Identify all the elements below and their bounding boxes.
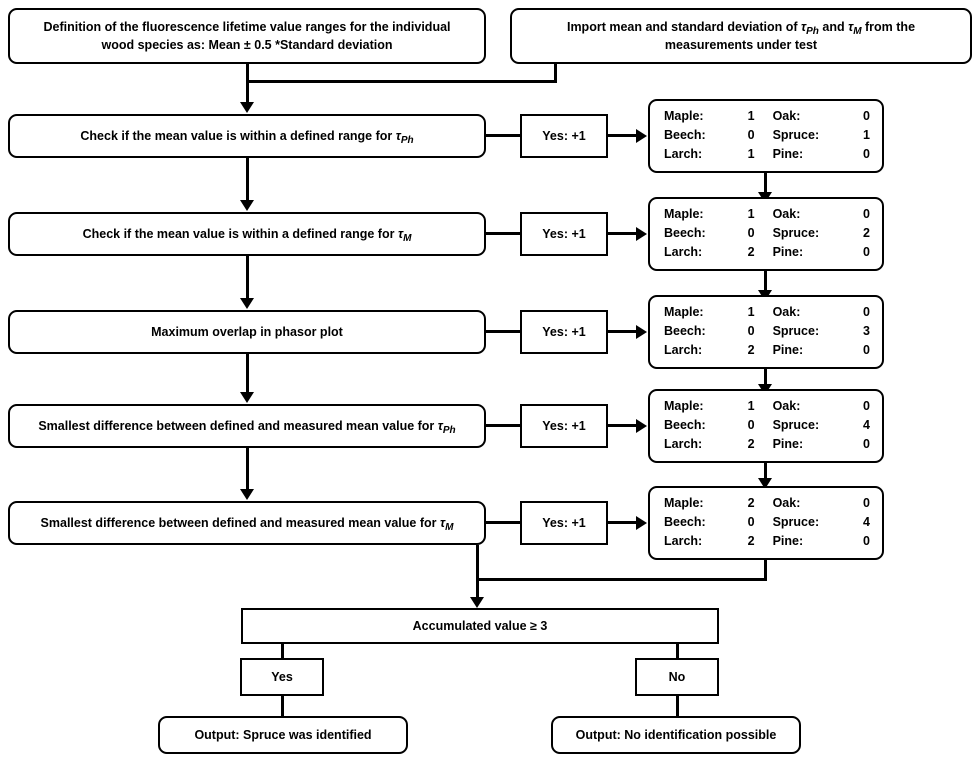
tally-2-row-1-right-value: 2 (863, 225, 870, 240)
connector-step4-to-yes4 (486, 424, 520, 427)
yes-4-box (520, 404, 608, 448)
arrow-into-decision (470, 597, 484, 608)
table-row (664, 532, 870, 551)
tally-2-row-0-right-value: 0 (863, 207, 870, 221)
decision-yes-label: Yes (271, 669, 293, 684)
output-spruce-label: Output: Spruce was identified (194, 727, 372, 742)
tally-3-row-1-right-label: Spruce: (772, 323, 820, 338)
yes-1-label: Yes: +1 (542, 128, 586, 143)
table-row (664, 513, 870, 532)
table-row (664, 145, 870, 164)
tally-3-row-1-right-value: 3 (863, 323, 870, 338)
tally-3-row-0-left-label: Maple: (664, 305, 704, 319)
step-1-box (8, 114, 486, 158)
tally-2-row-1-left-label: Beech: (664, 225, 706, 240)
arrow-into-step3 (240, 298, 254, 309)
arrow-into-tally2-side (636, 227, 647, 241)
step-5-label: Smallest difference between defined and measured mean value for $\tau_M$ (40, 515, 454, 533)
tally-5-row-0-right-label: Oak: (772, 496, 801, 510)
import-line-2: measurements under test (664, 38, 818, 53)
decision-box (241, 608, 719, 644)
definition-box (8, 8, 486, 64)
tally-2-row-0-left-label: Maple: (664, 207, 704, 221)
tally-5-row-1-left-label: Beech: (664, 514, 706, 529)
tally-3-row-0-left-value: 1 (747, 305, 755, 319)
step-2-label: Check if the mean value is within a defined range for $\tau_M$ (82, 226, 412, 244)
tally-4-row-2-right-value: 0 (863, 436, 870, 451)
tally-4-row-1-right-label: Spruce: (772, 417, 820, 432)
arrow-into-step1 (240, 102, 254, 113)
table-row (664, 107, 870, 126)
tally-3-box (648, 295, 884, 369)
yes-1-box (520, 114, 608, 158)
step-4-box (8, 404, 486, 448)
tally-1-row-0-right-label: Oak: (772, 109, 801, 123)
table-row (664, 416, 870, 435)
yes-5-box (520, 501, 608, 545)
tally-3-row-2-left-value: 2 (747, 342, 755, 357)
tally-1-row-1-right-label: Spruce: (772, 127, 820, 142)
tally-4-row-0-right-label: Oak: (772, 399, 801, 413)
step-2-box (8, 212, 486, 256)
tally-1-row-0-right-value: 0 (863, 109, 870, 123)
arrow-into-step5 (240, 489, 254, 500)
tally-2-row-2-left-value: 2 (747, 244, 755, 259)
tally-1-row-0-left-label: Maple: (664, 109, 704, 123)
tally-4-row-2-right-label: Pine: (772, 436, 804, 451)
tally-4-row-1-left-label: Beech: (664, 417, 706, 432)
yes-5-label: Yes: +1 (542, 515, 586, 530)
tally-1-row-2-left-label: Larch: (664, 146, 703, 161)
yes-2-label: Yes: +1 (542, 226, 586, 241)
tally-3-row-2-right-label: Pine: (772, 342, 804, 357)
decision-yes-box (240, 658, 324, 696)
tally-1-box (648, 99, 884, 173)
table-row (664, 494, 870, 513)
connector-spine-to-step1 (246, 80, 249, 104)
yes-2-box (520, 212, 608, 256)
tally-3-row-1-left-value: 0 (747, 323, 755, 338)
tally-1-row-1-left-label: Beech: (664, 127, 706, 142)
tally-4-row-2-left-value: 2 (747, 436, 755, 451)
arrow-into-step4 (240, 392, 254, 403)
tally-1-row-2-right-label: Pine: (772, 146, 804, 161)
tally-1-row-2-left-value: 1 (747, 146, 755, 161)
connector-step3-to-yes3 (486, 330, 520, 333)
tally-5-row-2-right-label: Pine: (772, 533, 804, 548)
tally-2-row-1-right-label: Spruce: (772, 225, 820, 240)
connector-yes-to-output (281, 696, 284, 716)
tally-2-row-1-left-value: 0 (747, 225, 755, 240)
connector-step1-to-step2 (246, 158, 249, 203)
tally-3-row-0-right-label: Oak: (772, 305, 801, 319)
connector-top-join (246, 80, 557, 83)
table-row (664, 205, 870, 224)
tally-5-box (648, 486, 884, 560)
table-row (664, 322, 870, 341)
tally-5-row-2-left-label: Larch: (664, 533, 703, 548)
tally-4-row-1-right-value: 4 (863, 417, 870, 432)
import-box (510, 8, 972, 64)
connector-step5-down (476, 545, 479, 581)
tally-4-row-0-left-label: Maple: (664, 399, 704, 413)
output-spruce-box (158, 716, 408, 754)
tally-4-row-1-left-value: 0 (747, 417, 755, 432)
tally-5-row-1-right-value: 4 (863, 514, 870, 529)
arrow-into-tally3-side (636, 325, 647, 339)
tally-2-row-2-right-value: 0 (863, 244, 870, 259)
table-row (664, 341, 870, 360)
tally-4-row-0-left-value: 1 (747, 399, 755, 413)
connector-decision-to-no (676, 644, 679, 658)
step-1-label: Check if the mean value is within a defined range for $\tau_{Ph}$ (80, 128, 414, 146)
arrow-into-tally1 (636, 129, 647, 143)
tally-5-row-0-left-value: 2 (747, 496, 755, 510)
table-row (664, 126, 870, 145)
table-row (664, 224, 870, 243)
arrow-into-step2 (240, 200, 254, 211)
tally-5-row-0-right-value: 0 (863, 496, 870, 510)
tally-5-row-1-right-label: Spruce: (772, 514, 820, 529)
tally-3-row-2-left-label: Larch: (664, 342, 703, 357)
tally-2-box (648, 197, 884, 271)
decision-no-label: No (668, 669, 686, 684)
output-none-label: Output: No identification possible (575, 727, 777, 742)
arrow-into-tally4-side (636, 419, 647, 433)
tally-4-box (648, 389, 884, 463)
tally-1-row-0-left-value: 1 (747, 109, 755, 123)
arrow-into-tally5-side (636, 516, 647, 530)
connector-step2-to-step3 (246, 256, 249, 301)
decision-no-box (635, 658, 719, 696)
connector-step1-to-yes1 (486, 134, 520, 137)
tally-2-row-0-left-value: 1 (747, 207, 755, 221)
definition-line-1: Definition of the fluorescence lifetime value ranges for the individual (43, 19, 451, 34)
tally-5-row-0-left-label: Maple: (664, 496, 704, 510)
table-row (664, 303, 870, 322)
tally-2-row-0-right-label: Oak: (772, 207, 801, 221)
step-5-box (8, 501, 486, 545)
table-row (664, 397, 870, 416)
tally-1-row-1-right-value: 1 (863, 127, 870, 142)
connector-decision-join (476, 578, 767, 581)
decision-label: Accumulated value ≥ 3 (412, 618, 548, 633)
tally-4-row-0-right-value: 0 (863, 399, 870, 413)
tally-2-row-2-right-label: Pine: (772, 244, 804, 259)
connector-step5-to-yes5 (486, 521, 520, 524)
tally-3-row-2-right-value: 0 (863, 342, 870, 357)
table-row (664, 435, 870, 454)
tally-3-row-0-right-value: 0 (863, 305, 870, 319)
tally-3-row-1-left-label: Beech: (664, 323, 706, 338)
connector-decision-to-yes (281, 644, 284, 658)
connector-step2-to-yes2 (486, 232, 520, 235)
output-none-box (551, 716, 801, 754)
tally-1-row-2-right-value: 0 (863, 146, 870, 161)
table-row (664, 243, 870, 262)
tally-5-row-2-right-value: 0 (863, 533, 870, 548)
step-4-label: Smallest difference between defined and measured mean value for $\tau_{Ph}$ (38, 418, 456, 436)
step-3-box (8, 310, 486, 354)
yes-3-box (520, 310, 608, 354)
connector-step4-to-step5 (246, 448, 249, 493)
step-3-label: Maximum overlap in phasor plot (151, 324, 343, 339)
connector-no-to-output (676, 696, 679, 716)
tally-5-row-2-left-value: 2 (747, 533, 755, 548)
tally-5-row-1-left-value: 0 (747, 514, 755, 529)
tally-2-row-2-left-label: Larch: (664, 244, 703, 259)
tally-4-row-2-left-label: Larch: (664, 436, 703, 451)
import-line-1: Import mean and standard deviation of $\tau_{Ph}$ and $\tau_M$ from the (566, 19, 916, 37)
yes-4-label: Yes: +1 (542, 418, 586, 433)
definition-line-2: wood species as: Mean ± 0.5 *Standard deviation (101, 38, 393, 52)
tally-1-row-1-left-value: 0 (747, 127, 755, 142)
yes-3-label: Yes: +1 (542, 324, 586, 339)
